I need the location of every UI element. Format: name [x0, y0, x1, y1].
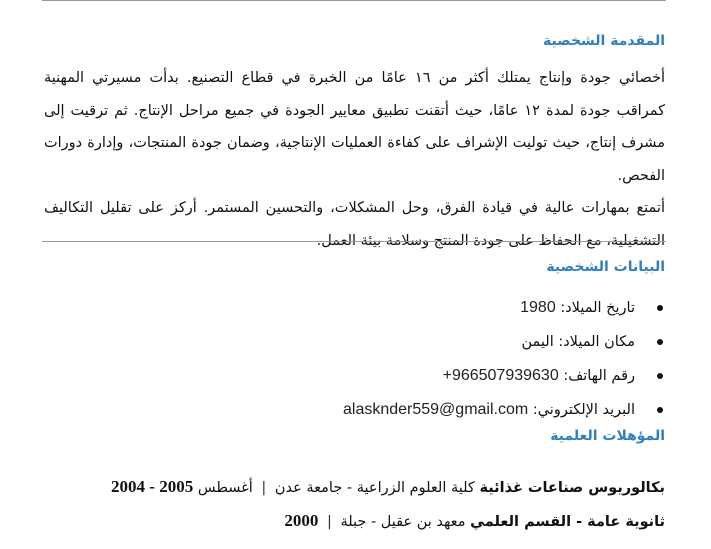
- list-item-email: [343, 397, 635, 431]
- email-label: البريد الإلكتروني:: [532, 402, 635, 418]
- profile-section: [44, 62, 665, 257]
- profile-paragraph-1: أخصائي جودة وإنتاج يمتلك أكثر من ١٦ عامًا من الخبرة في قطاع التصنيع. بدأت مسيرتي المهنية كمراقب جودة لمدة ١٢ عامًا، حيث أتقنت تطبيق معايير الجودة في جميع مراحل الإنتاج. ثم ترقيت إلى مشرف إنتاج، حيث توليت الإشراف على كفاءة العمليات الإنتاجية، وضمان جودة المنتجات، وإدارة دورات الفحص.: [44, 70, 665, 184]
- personal-heading: البيانات الشخصية: [546, 259, 665, 275]
- bullet-icon: [657, 373, 663, 379]
- birth-date-label: تاريخ الميلاد:: [560, 300, 635, 316]
- bullet-icon: [657, 407, 663, 413]
- qualification-month: أغسطس: [197, 480, 253, 496]
- profile-paragraph-2: أتمتع بمهارات عالية في قيادة الفرق، وحل المشكلات، والتحسين المستمر. أركز على تقليل التكاليف التشغيلية، مع الحفاظ على جودة المنتج وسلامة بيئة العمل.: [44, 200, 665, 249]
- qualification-item-2: [284, 509, 665, 534]
- qualifications-heading: المؤهلات العلمية: [550, 428, 665, 444]
- personal-data-list: [343, 295, 635, 431]
- list-item-phone: [343, 363, 635, 397]
- qualification-degree: بكالوريوس صناعات غذائية: [479, 480, 665, 496]
- separator: |: [261, 480, 267, 496]
- qualification-year: 2000: [284, 511, 319, 530]
- phone-value: +966507939630: [442, 367, 559, 384]
- bullet-icon: [657, 305, 663, 311]
- birth-date-value: 1980: [520, 299, 556, 316]
- qualification-institution: كلية العلوم الزراعية - جامعة عدن: [274, 480, 475, 496]
- top-divider: [42, 0, 666, 1]
- separator: |: [326, 514, 332, 530]
- bullet-icon: [657, 339, 663, 345]
- phone-label: رقم الهاتف:: [563, 368, 635, 384]
- birth-place-value: اليمن: [521, 334, 554, 350]
- list-item-birth-place: [343, 329, 635, 363]
- qualification-institution: معهد بن عقيل - جبلة: [340, 514, 466, 530]
- qualification-year: 2004 - 2005: [111, 477, 194, 496]
- qualification-item-1: [111, 475, 665, 500]
- section-divider: [42, 241, 666, 242]
- profile-heading: المقدمة الشخصية: [542, 33, 665, 49]
- email-value: alasknder559@gmail.com: [342, 401, 529, 418]
- qualification-degree: ثانوية عامة - القسم العلمي: [470, 514, 665, 530]
- list-item-birth-date: [343, 295, 635, 329]
- birth-place-label: مكان الميلاد:: [558, 334, 635, 350]
